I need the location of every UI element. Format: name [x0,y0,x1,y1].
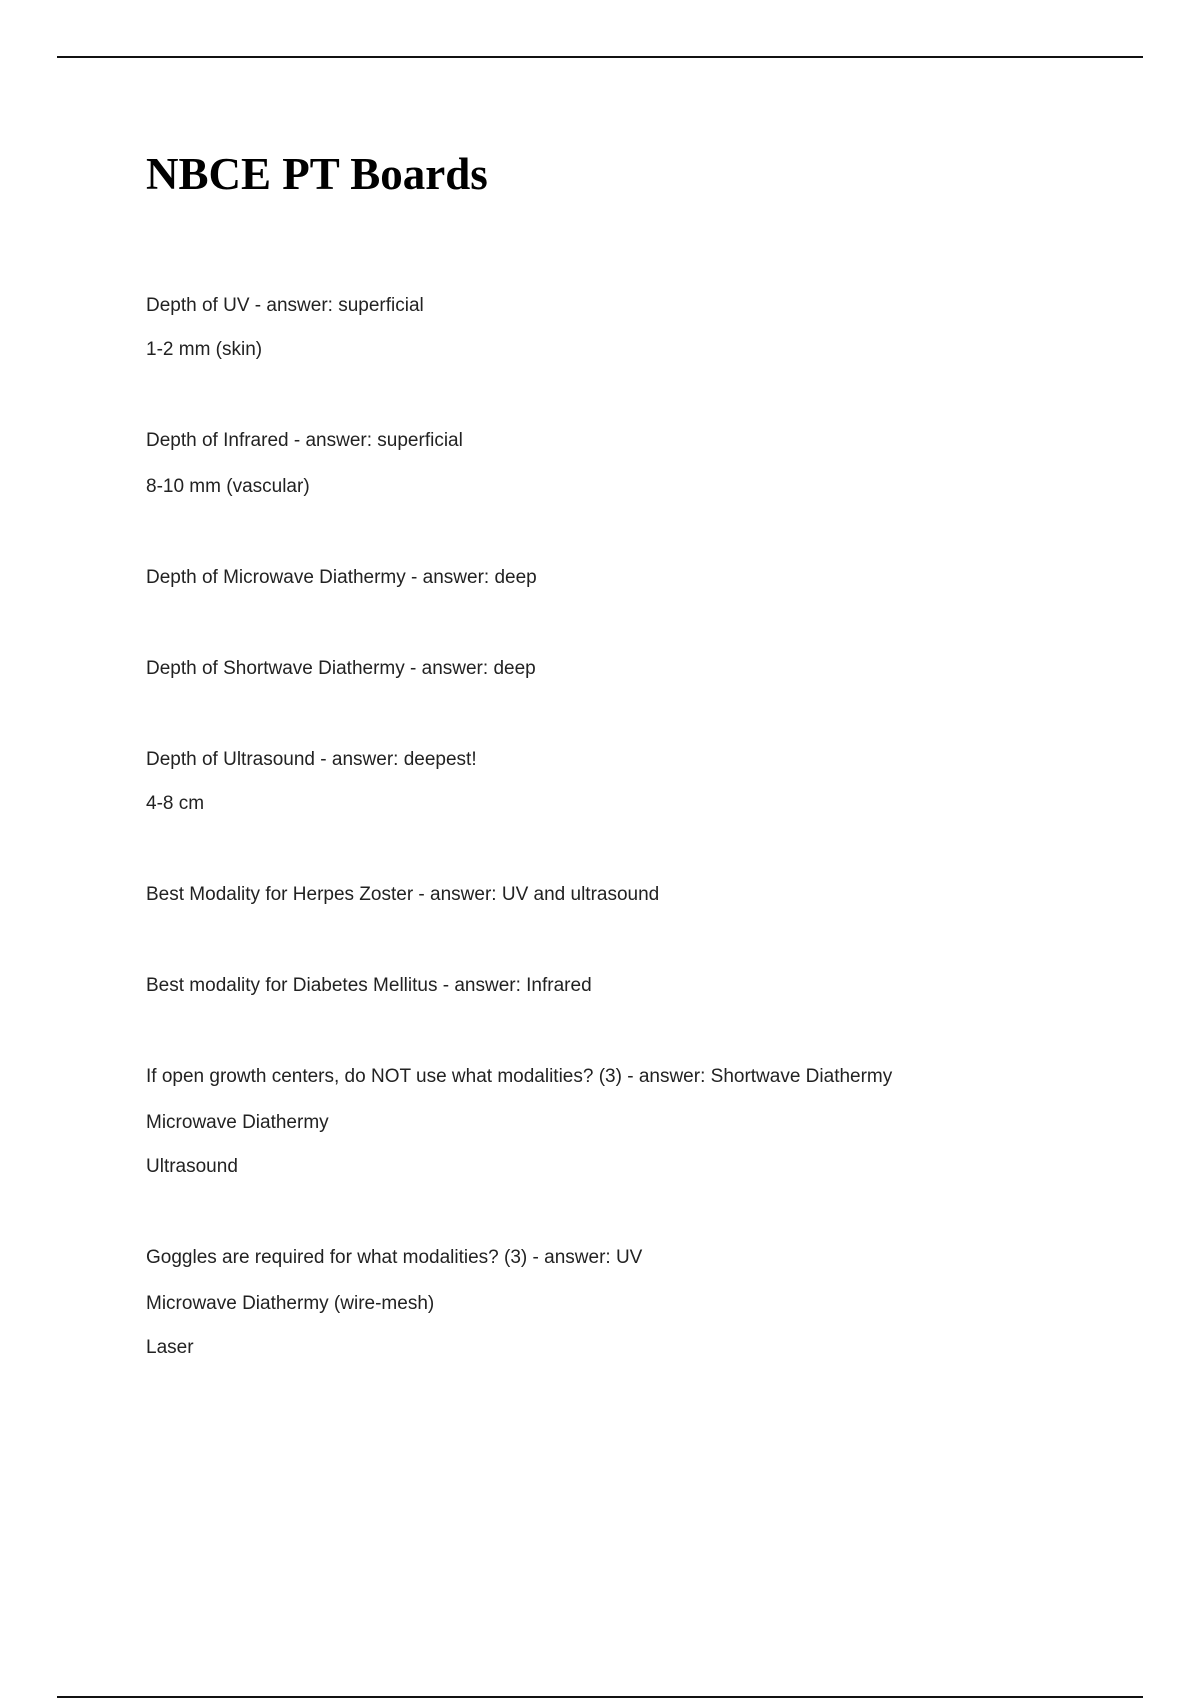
answer-label: answer: [266,295,333,316]
card-answer: UV [615,1247,643,1268]
card-question-line: Depth of Shortwave Diathermy - answer: deep [146,658,536,679]
document-title: NBCE PT Boards [146,149,488,199]
card-answer: Infrared [526,975,592,996]
card-answer-line: 4-8 cm [146,793,205,814]
answer-label: answer: [422,567,490,588]
card-answer: superficial [377,430,463,451]
card-question: Depth of UV [146,295,250,316]
answer-label: answer: [331,749,399,770]
answer-label: answer: [305,430,373,451]
answer-label: answer: [421,658,489,679]
answer-label: answer: [544,1247,611,1268]
header-rule [57,56,1143,58]
answer-label: answer: [638,1066,706,1087]
card-answer: Shortwave Diathermy [710,1066,893,1087]
card-question: Depth of Microwave Diathermy [146,567,406,588]
card-question-line: Best Modality for Herpes Zoster - answer: UV and ultrasound [146,884,660,905]
card-question: Depth of Shortwave Diathermy [146,658,405,679]
card-answer-line: Laser [146,1337,194,1358]
answer-label: answer: [430,884,497,905]
card-question: Depth of Ultrasound [146,749,315,770]
card-answer-line: 1-2 mm (skin) [146,339,263,360]
card-answer: deep [494,567,537,588]
card-question-line: If open growth centers, do NOT use what modalities? (3) - answer: Shortwave Diathermy [146,1066,893,1087]
card-question-line: Depth of Infrared - answer: superficial [146,430,463,451]
card-question: Best modality for Diabetes Mellitus [146,975,438,996]
footer-rule [57,1696,1143,1698]
card-question: Best Modality for Herpes Zoster [146,884,414,905]
answer-label: answer: [454,975,521,996]
card-answer-line: Ultrasound [146,1156,238,1177]
card-answer-line: Microwave Diathermy [146,1112,329,1133]
card-question-line: Depth of Ultrasound - answer: deepest! [146,749,477,770]
card-question-line: Best modality for Diabetes Mellitus - answer: Infrared [146,975,592,996]
card-answer: deep [493,658,536,679]
card-answer: UV and ultrasound [501,884,660,905]
card-question: Goggles are required for what modalities? (3) [146,1247,528,1268]
card-question: If open growth centers, do NOT use what modalities? (3) [146,1066,622,1087]
card-answer-line: 8-10 mm (vascular) [146,476,310,497]
card-question-line: Depth of Microwave Diathermy - answer: deep [146,567,537,588]
card-question: Depth of Infrared [146,430,289,451]
card-question-line: Depth of UV - answer: superficial [146,295,424,316]
card-answer-line: Microwave Diathermy (wire-mesh) [146,1293,435,1314]
card-question-line: Goggles are required for what modalities? (3) - answer: UV [146,1247,643,1268]
card-answer: superficial [338,295,424,316]
card-answer: deepest! [403,749,477,770]
